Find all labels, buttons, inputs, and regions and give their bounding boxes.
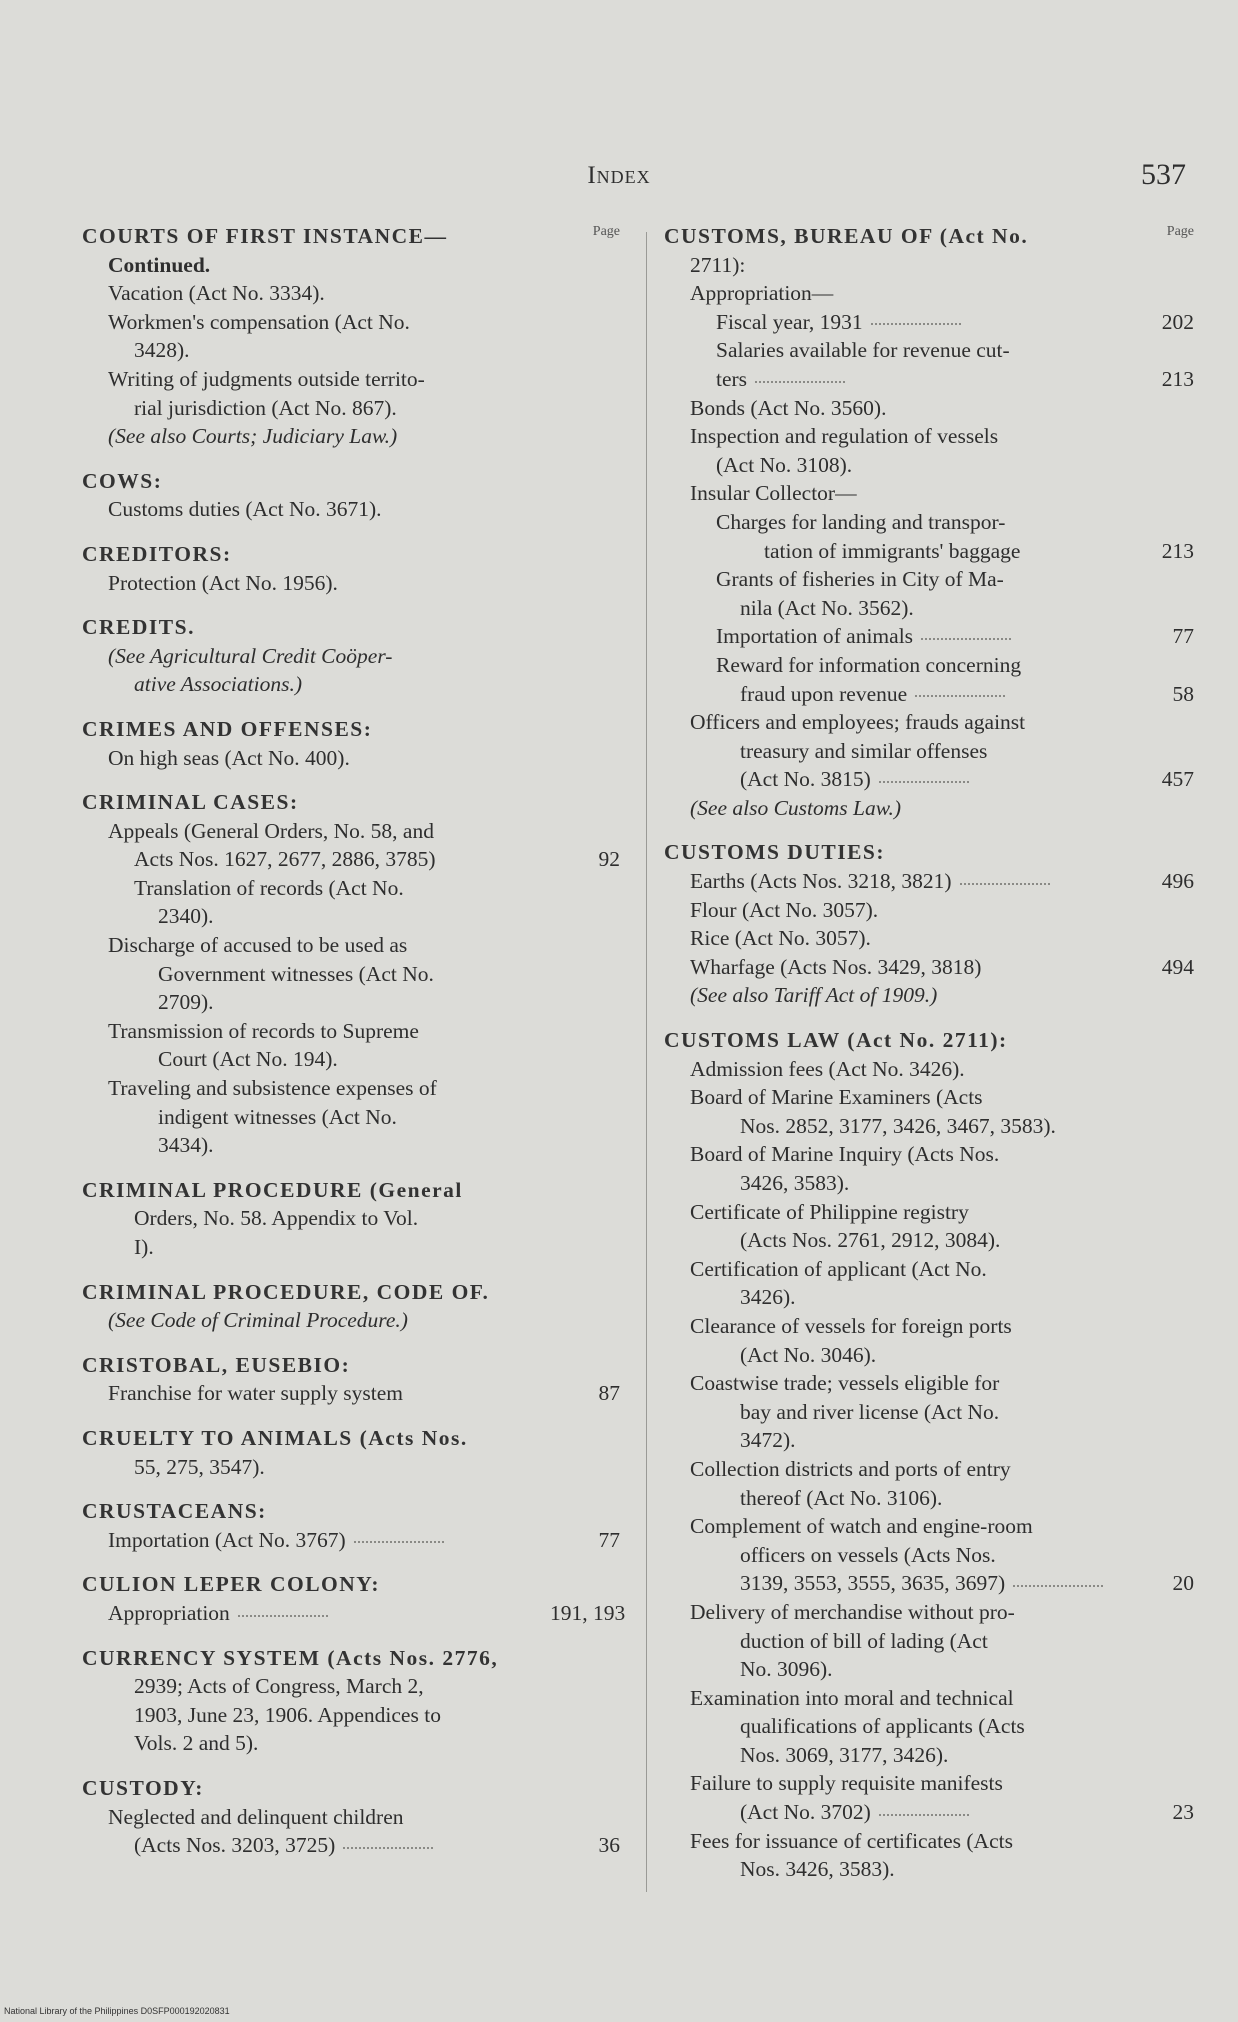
index-entry	[82, 1351, 620, 1408]
entry-text: Orders, No. 58. Appendix to Vol.	[134, 1206, 419, 1231]
dot-leader	[921, 637, 1011, 640]
entry-line	[664, 279, 1194, 308]
index-entry	[82, 222, 620, 451]
page-number: 537	[1141, 158, 1186, 191]
column-divider	[646, 232, 647, 1892]
entry-line	[664, 1169, 1194, 1198]
entry-text: Delivery of merchandise without pro-	[690, 1599, 1015, 1624]
entry-text: Discharge of accused to be used as	[108, 933, 408, 958]
entry-text: Vacation (Act No. 3334).	[108, 281, 325, 306]
entry-text: officers on vessels (Acts Nos.	[740, 1542, 996, 1567]
entry-text: CUSTODY:	[82, 1775, 204, 1800]
entry-text: Inspection and regulation of vessels	[690, 424, 999, 449]
entry-text: Bonds (Act No. 3560).	[690, 395, 887, 420]
entry-text: Insular Collector—	[690, 481, 857, 506]
entry-text: 3428).	[134, 338, 190, 363]
entry-line	[664, 537, 1194, 566]
entry-text: 55, 275, 3547).	[134, 1454, 265, 1479]
entry-heading	[82, 1176, 620, 1205]
entry-text: fraud upon revenue	[740, 681, 908, 706]
entry-line	[664, 1541, 1194, 1570]
entry-heading	[82, 1570, 620, 1599]
entry-line	[664, 1398, 1194, 1427]
entry-text: Vols. 2 and 5).	[134, 1731, 259, 1756]
library-footer-note: National Library of the Philippines D0SFP000192020831	[4, 2006, 230, 2016]
entry-text: Traveling and subsistence expenses of	[108, 1076, 437, 1101]
entry-line	[664, 479, 1194, 508]
entry-text: Board of Marine Examiners (Acts	[690, 1085, 983, 1110]
entry-line	[82, 931, 620, 960]
entry-line	[664, 1112, 1194, 1141]
dot-leader	[960, 882, 1050, 885]
entry-line	[82, 1729, 620, 1758]
page-column-label-right: Page	[1166, 224, 1194, 239]
entry-line	[664, 680, 1194, 709]
index-entry	[82, 715, 620, 772]
entry-text: 3472).	[740, 1428, 796, 1453]
entry-text: Appropriation—	[690, 281, 834, 306]
index-entry	[82, 613, 620, 699]
entry-line	[664, 1198, 1194, 1227]
entry-text: Board of Marine Inquiry (Acts Nos.	[690, 1142, 1000, 1167]
entry-line	[664, 737, 1194, 766]
entry-text: CRUELTY TO ANIMALS (Acts Nos.	[82, 1425, 468, 1450]
entry-text: nila (Act No. 3562).	[740, 595, 914, 620]
entry-line	[82, 1074, 620, 1103]
dot-leader	[1013, 1584, 1103, 1587]
entry-line	[82, 642, 620, 671]
entry-line	[82, 1803, 620, 1832]
entry-text: (See also Courts; Judiciary Law.)	[108, 424, 398, 449]
entry-line	[82, 1233, 620, 1262]
entry-line	[82, 279, 620, 308]
entry-line	[82, 902, 620, 931]
entry-line	[664, 1712, 1194, 1741]
entry-text: CRIMES AND OFFENSES:	[82, 716, 373, 741]
entry-text: Neglected and delinquent children	[108, 1804, 404, 1829]
entry-line	[664, 1083, 1194, 1112]
entry-text: Admission fees (Act No. 3426).	[690, 1056, 965, 1081]
entry-line	[82, 670, 620, 699]
entry-text: CRUSTACEANS:	[82, 1499, 267, 1524]
entry-heading	[82, 1351, 620, 1380]
dot-leader	[871, 322, 961, 325]
entry-line	[664, 651, 1194, 680]
entry-text: Collection districts and ports of entry	[690, 1456, 1011, 1481]
entry-heading	[82, 788, 620, 817]
entry-text: CUSTOMS DUTIES:	[664, 840, 886, 865]
entry-text: (See also Tariff Act of 1909.)	[690, 983, 938, 1008]
entry-line	[82, 422, 620, 451]
entry-text: CREDITS.	[82, 615, 195, 640]
page-reference: 202	[1161, 309, 1194, 334]
entry-line	[82, 1453, 620, 1482]
entry-line	[664, 1283, 1194, 1312]
entry-text: Franchise for water supply system	[108, 1381, 403, 1406]
page-reference: 77	[598, 1527, 620, 1552]
entry-text: Nos. 2852, 3177, 3426, 3467, 3583).	[740, 1113, 1056, 1138]
page-reference: 213	[1161, 538, 1194, 563]
entry-line	[664, 622, 1194, 651]
entry-text: qualifications of applicants (Acts	[740, 1714, 1025, 1739]
entry-text: (Act No. 3046).	[740, 1342, 877, 1367]
entry-heading	[82, 715, 620, 744]
right-entries	[664, 222, 1194, 1884]
entry-line	[82, 1599, 626, 1628]
entry-line	[664, 1455, 1194, 1484]
entry-heading	[82, 1644, 620, 1673]
entry-line	[82, 1526, 620, 1555]
entry-line	[664, 1684, 1194, 1713]
page-reference: 87	[598, 1381, 620, 1406]
entry-text: Fees for issuance of certificates (Acts	[690, 1828, 1013, 1853]
entry-line	[664, 365, 1194, 394]
index-entry	[82, 1774, 620, 1860]
entry-text: Charges for landing and transpor-	[716, 509, 1006, 534]
entry-text: CUSTOMS LAW (Act No. 2711):	[664, 1028, 1008, 1053]
left-entries	[82, 222, 626, 1860]
entry-text: CUSTOMS, BUREAU OF (Act No.	[664, 224, 1029, 248]
entry-line	[664, 1627, 1194, 1656]
page-reference: 58	[1172, 681, 1194, 706]
entry-line	[664, 451, 1194, 480]
entry-line	[664, 1226, 1194, 1255]
entry-text: ters	[716, 366, 748, 391]
entry-text: Examination into moral and technical	[690, 1685, 1014, 1710]
index-entry	[664, 1026, 1194, 1884]
page-reference: 77	[1172, 624, 1194, 649]
page-reference: 494	[1161, 954, 1194, 979]
index-entry	[82, 1278, 620, 1335]
entry-text: Officers and employees; frauds against	[690, 710, 1026, 735]
index-entry	[82, 1176, 620, 1262]
entry-heading	[82, 1497, 620, 1526]
entry-line	[664, 251, 1194, 280]
entry-text: (See Code of Criminal Procedure.)	[108, 1308, 408, 1333]
entry-text: Wharfage (Acts Nos. 3429, 3818)	[690, 954, 982, 979]
dot-leader	[354, 1540, 444, 1543]
entry-heading	[82, 1774, 620, 1803]
entry-line	[82, 817, 620, 846]
entry-text: Importation of animals	[716, 624, 914, 649]
page-reference: 92	[598, 847, 620, 872]
entry-text: (See Agricultural Credit Coöper-	[108, 643, 393, 668]
entry-text: (Acts Nos. 3203, 3725)	[134, 1833, 336, 1858]
entry-line	[664, 1484, 1194, 1513]
entry-text: Customs duties (Act No. 3671).	[108, 497, 382, 522]
entry-line	[664, 1341, 1194, 1370]
entry-text: Reward for information concerning	[716, 652, 1022, 677]
entry-text: 3139, 3553, 3555, 3635, 3697)	[740, 1571, 1006, 1596]
entry-line	[664, 1426, 1194, 1455]
entry-text: CRIMINAL PROCEDURE, CODE OF.	[82, 1279, 490, 1304]
entry-line	[664, 336, 1194, 365]
entry-text: (Act No. 3702)	[740, 1800, 871, 1825]
entry-line	[82, 336, 620, 365]
entry-text: ative Associations.)	[134, 672, 303, 697]
entry-text: 2709).	[158, 990, 214, 1015]
entry-line	[664, 1741, 1194, 1770]
entry-text: Acts Nos. 1627, 2677, 2886, 3785)	[134, 847, 436, 872]
entry-text: CREDITORS:	[82, 541, 232, 566]
entry-line	[82, 1306, 620, 1335]
entry-heading	[82, 1424, 620, 1453]
entry-text: CRIMINAL CASES:	[82, 790, 299, 815]
entry-text: (Act No. 3815)	[740, 767, 871, 792]
entry-text: Complement of watch and engine-room	[690, 1514, 1033, 1539]
entry-text: Court (Act No. 194).	[158, 1047, 338, 1072]
entry-line	[664, 953, 1194, 982]
entry-text: Writing of judgments outside territo-	[108, 366, 425, 391]
entry-line	[82, 1204, 620, 1233]
entry-line	[664, 1055, 1194, 1084]
entry-line	[664, 924, 1194, 953]
entry-line	[664, 508, 1194, 537]
entry-line	[664, 422, 1194, 451]
index-entry	[82, 1424, 620, 1481]
entry-line	[664, 1827, 1194, 1856]
entry-line	[82, 1045, 620, 1074]
entry-line	[82, 569, 620, 598]
entry-text: Transmission of records to Supreme	[108, 1018, 419, 1043]
entry-text: 2939; Acts of Congress, March 2,	[134, 1674, 424, 1699]
entry-text: 3426, 3583).	[740, 1171, 850, 1195]
dot-leader	[755, 380, 845, 383]
index-column-left	[82, 222, 626, 1876]
index-entry	[82, 1644, 620, 1758]
entry-heading	[82, 613, 620, 642]
entry-line	[82, 1103, 620, 1132]
page-reference: 23	[1172, 1800, 1194, 1825]
index-entry	[664, 838, 1194, 1010]
entry-text: Workmen's compensation (Act No.	[108, 309, 410, 334]
entry-line	[82, 251, 620, 280]
entry-text: Nos. 3069, 3177, 3426).	[740, 1742, 949, 1767]
entry-text: Coastwise trade; vessels eligible for	[690, 1371, 1000, 1396]
dot-leader	[879, 780, 969, 783]
entry-text: On high seas (Act No. 400).	[108, 745, 350, 770]
dot-leader	[879, 1813, 969, 1816]
entry-text: CURRENCY SYSTEM (Acts Nos. 2776,	[82, 1645, 499, 1670]
entry-line	[664, 867, 1194, 896]
entry-text: Grants of fisheries in City of Ma-	[716, 567, 1004, 592]
entry-line	[82, 988, 620, 1017]
entry-text: CULION LEPER COLONY:	[82, 1572, 380, 1597]
entry-line	[82, 1017, 620, 1046]
entry-line	[664, 1369, 1194, 1398]
entry-text: 1903, June 23, 1906. Appendices to	[134, 1702, 441, 1727]
entry-text: Continued.	[108, 252, 211, 277]
entry-line	[664, 765, 1194, 794]
index-entry	[82, 540, 620, 597]
entry-line	[664, 1598, 1194, 1627]
entry-text: Earths (Acts Nos. 3218, 3821)	[690, 869, 952, 894]
dot-leader	[915, 694, 1005, 697]
entry-text: Nos. 3426, 3583).	[740, 1857, 895, 1882]
page-reference: 20	[1172, 1571, 1194, 1596]
entry-text: COWS:	[82, 468, 163, 493]
entry-text: Salaries available for revenue cut-	[716, 338, 1010, 363]
entry-line	[664, 981, 1194, 1010]
entry-line	[664, 1569, 1194, 1598]
entry-text: No. 3096).	[740, 1657, 833, 1682]
entry-text: Fiscal year, 1931	[716, 309, 863, 334]
index-entry	[82, 1570, 626, 1627]
entry-text: 2340).	[158, 904, 214, 929]
entry-line	[664, 1255, 1194, 1284]
entry-line	[664, 1512, 1194, 1541]
entry-text: (Acts Nos. 2761, 2912, 3084).	[740, 1228, 1001, 1253]
entry-heading	[82, 467, 620, 496]
entry-line	[82, 1672, 620, 1701]
entry-text: Appropriation	[108, 1600, 230, 1625]
entry-line	[82, 874, 620, 903]
entry-text: Protection (Act No. 1956).	[108, 570, 338, 595]
entry-line	[664, 1312, 1194, 1341]
entry-text: 2711):	[690, 252, 746, 277]
entry-text: Certification of applicant (Act No.	[690, 1256, 987, 1281]
entry-text: Importation (Act No. 3767)	[108, 1527, 346, 1552]
entry-line	[82, 1379, 620, 1408]
entry-line	[82, 1831, 620, 1860]
entry-text: COURTS OF FIRST INSTANCE—	[82, 224, 448, 248]
entry-text: duction of bill of lading (Act	[740, 1628, 988, 1653]
entry-line	[82, 744, 620, 773]
entry-line	[664, 308, 1194, 337]
entry-line	[664, 565, 1194, 594]
entry-text: Government witnesses (Act No.	[158, 961, 434, 986]
entry-text: 3426).	[740, 1285, 796, 1310]
entry-heading	[82, 540, 620, 569]
index-entry	[664, 222, 1194, 822]
entry-text: tation of immigrants' baggage	[764, 538, 1021, 563]
entry-text: CRISTOBAL, EUSEBIO:	[82, 1352, 351, 1377]
entry-text: bay and river license (Act No.	[740, 1399, 1000, 1424]
dot-leader	[238, 1614, 328, 1617]
entry-line	[664, 896, 1194, 925]
entry-heading	[82, 222, 620, 251]
entry-text: thereof (Act No. 3106).	[740, 1485, 943, 1510]
entry-line	[82, 495, 620, 524]
entry-line	[82, 394, 620, 423]
entry-line	[82, 960, 620, 989]
entry-text: (See also Customs Law.)	[690, 795, 902, 820]
entry-text: indigent witnesses (Act No.	[158, 1104, 397, 1129]
entry-text: 3434).	[158, 1133, 214, 1158]
entry-heading	[664, 1026, 1194, 1055]
entry-line	[82, 1701, 620, 1730]
page-column-label-left: Page	[592, 224, 620, 239]
entry-text: Flour (Act No. 3057).	[690, 897, 879, 922]
entry-line	[664, 1798, 1194, 1827]
entry-text: Certificate of Philippine registry	[690, 1199, 969, 1224]
index-entry	[82, 1497, 620, 1554]
entry-line	[664, 1655, 1194, 1684]
index-column-right	[664, 222, 1194, 1900]
entry-text: Translation of records (Act No.	[134, 875, 404, 900]
entry-line	[82, 1131, 620, 1160]
entry-line	[664, 1855, 1194, 1884]
entry-text: Rice (Act No. 3057).	[690, 926, 871, 951]
page-reference: 213	[1161, 366, 1194, 391]
entry-line	[82, 365, 620, 394]
page-header	[0, 158, 1238, 198]
entry-line	[664, 794, 1194, 823]
page-reference: 457	[1161, 767, 1194, 792]
entry-text: rial jurisdiction (Act No. 867).	[134, 395, 397, 420]
page-reference: 36	[598, 1833, 620, 1858]
entry-heading	[664, 838, 1194, 867]
entry-text: Clearance of vessels for foreign ports	[690, 1313, 1012, 1338]
entry-text: CRIMINAL PROCEDURE (General	[82, 1177, 463, 1202]
entry-text: I).	[134, 1235, 154, 1259]
dot-leader	[343, 1846, 433, 1849]
entry-heading	[82, 1278, 620, 1307]
index-entry	[82, 788, 620, 1160]
entry-text: (Act No. 3108).	[716, 452, 853, 477]
entry-text: Appeals (General Orders, No. 58, and	[108, 818, 434, 843]
entry-line	[82, 308, 620, 337]
entry-heading	[664, 222, 1194, 251]
page-reference: 496	[1161, 869, 1194, 894]
entry-line	[664, 1140, 1194, 1169]
entry-text: Failure to supply requisite manifests	[690, 1771, 1003, 1796]
entry-line	[664, 708, 1194, 737]
running-title: Index	[587, 162, 651, 189]
index-entry	[82, 467, 620, 524]
entry-line	[664, 594, 1194, 623]
page-reference: 191, 193	[550, 1600, 626, 1625]
entry-line	[82, 845, 620, 874]
entry-line	[664, 394, 1194, 423]
entry-text: treasury and similar offenses	[740, 738, 988, 763]
entry-line	[664, 1769, 1194, 1798]
